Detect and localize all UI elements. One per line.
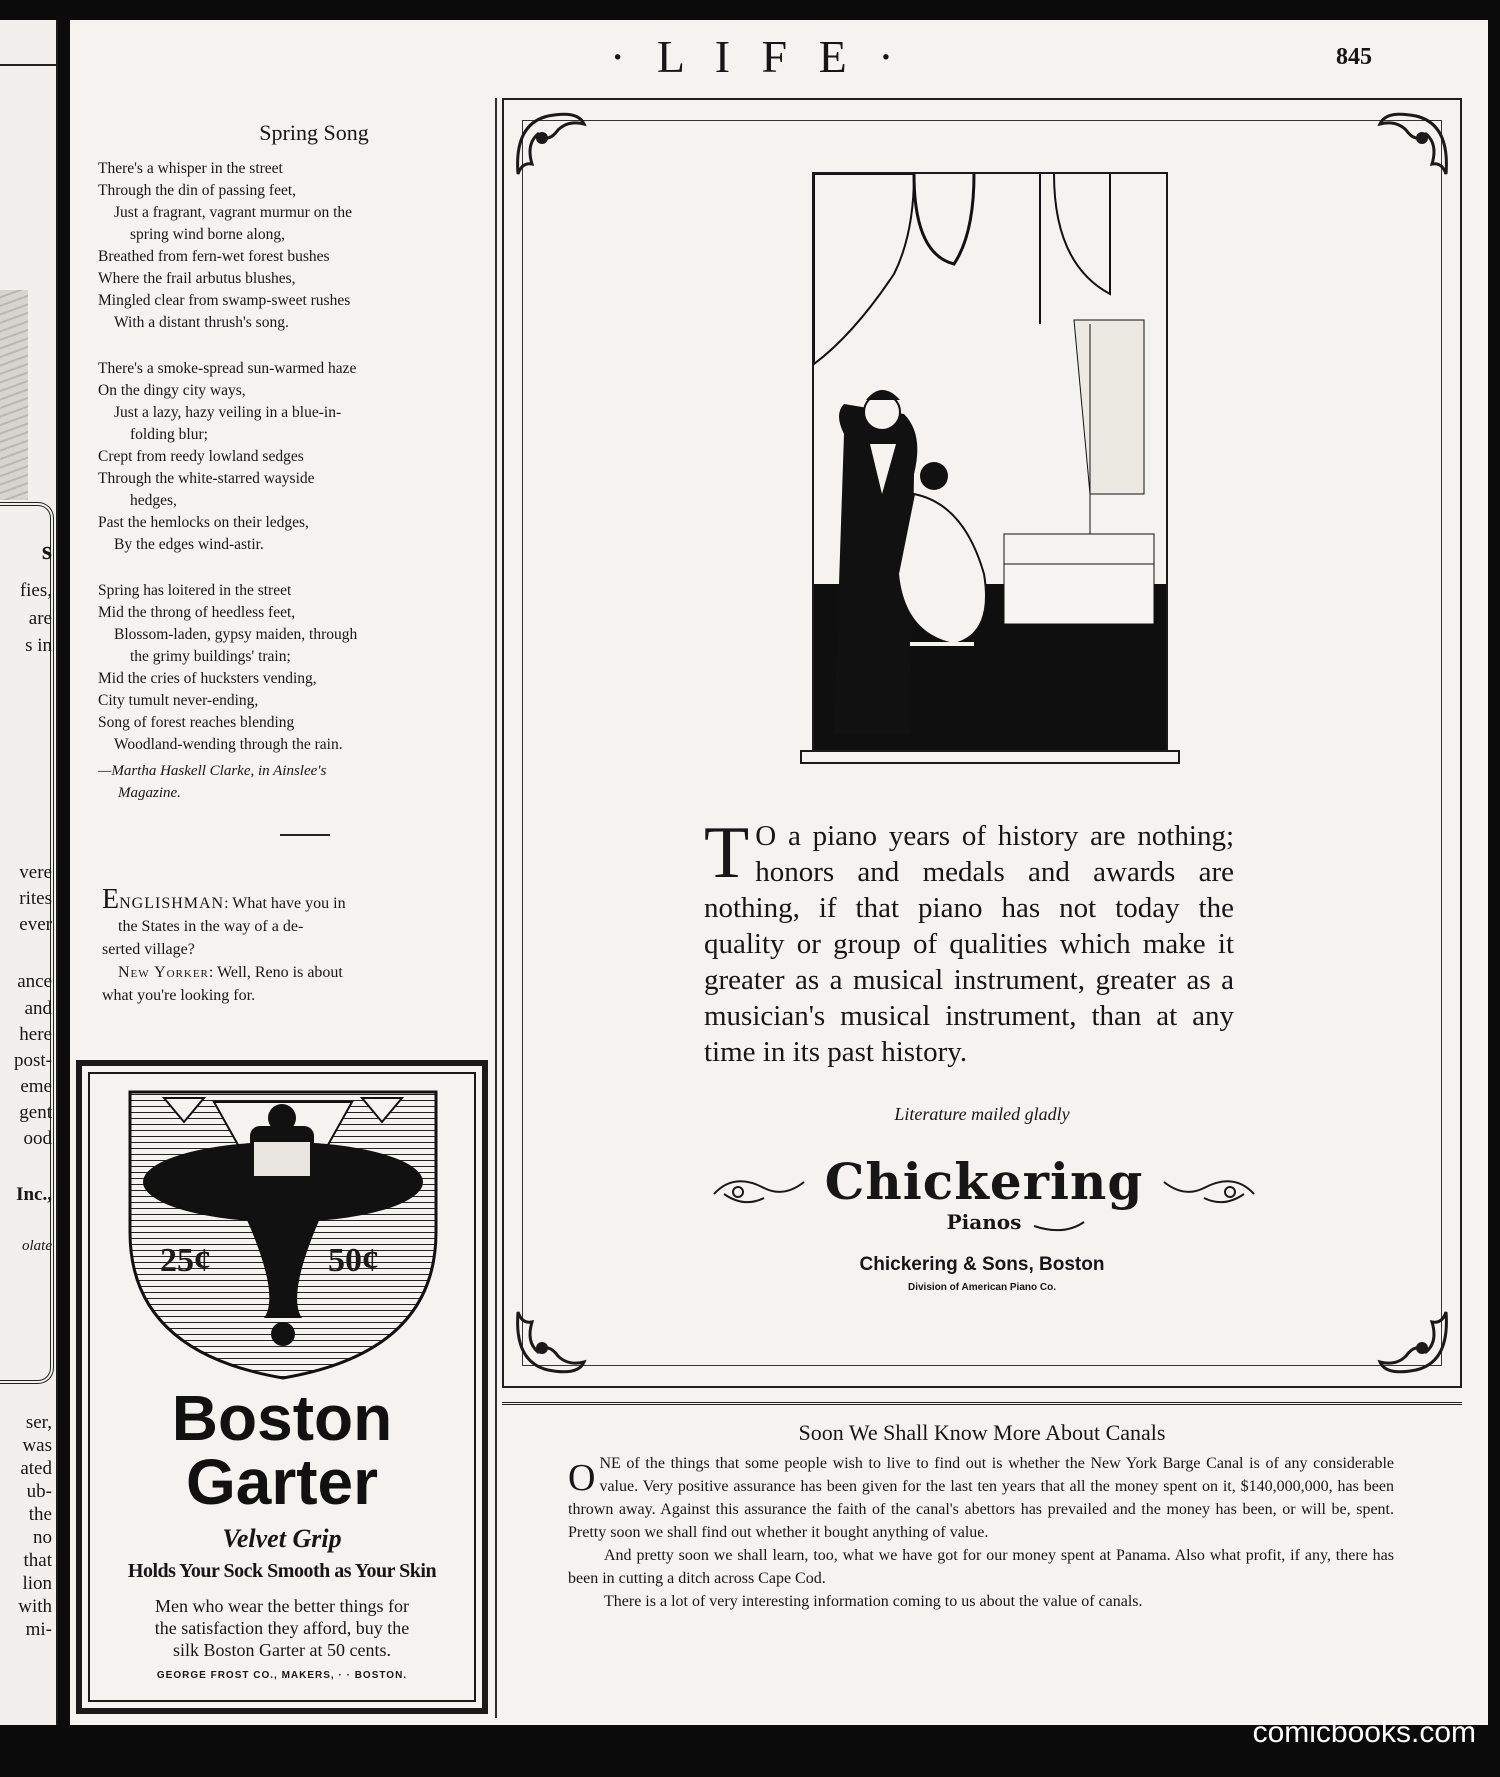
article-paragraph: NE of the things that some people wish to live to find out is whether the New York Barge Canal is of any considerable value. Very positive assurance has been given for the last ten years that all the money spent on it, $140,000,000, has been thrown away. Against this assurance the faith of the canal's abettors has prevailed and the money has been, or will be, spent. Pretty soon we shall find out whether it bought anything of value.	[568, 1455, 1394, 1541]
poem	[98, 120, 470, 836]
previous-page-text-fragment: with	[18, 1596, 52, 1617]
previous-page-text-fragment: here	[19, 1024, 52, 1045]
ornament-corner-icon	[1370, 104, 1456, 190]
ornament-corner-icon	[508, 104, 594, 190]
drop-cap: O	[568, 1457, 596, 1499]
attribution-line: —Martha Haskell Clarke, in Ainslee's	[98, 763, 327, 779]
drop-cap: T	[704, 812, 750, 894]
poem-line: There's a smoke-spread sun-warmed haze	[98, 360, 357, 377]
drop-cap: E	[102, 884, 120, 915]
previous-page-text-fragment: are	[28, 608, 52, 629]
magazine-page	[70, 20, 1488, 1725]
previous-page-text-fragment: post-	[14, 1050, 52, 1071]
previous-page-text-fragment: no	[33, 1527, 52, 1548]
piano-illustration	[812, 172, 1168, 752]
previous-page-text-fragment: s in	[25, 635, 52, 656]
previous-page-text-fragment: that	[23, 1550, 52, 1571]
piano-scene-image	[814, 174, 1166, 750]
poem-line: Just a fragrant, vagrant murmur on the	[114, 204, 353, 221]
previous-page-text-fragment: s	[41, 536, 52, 565]
poem-line: Through the din of passing feet,	[98, 182, 297, 199]
poem-line: Crept from reedy lowland sedges	[98, 448, 304, 465]
poem-line: With a distant thrush's song.	[114, 314, 289, 331]
poem-line: spring wind borne along,	[130, 226, 285, 243]
previous-page-text-fragment: eme	[20, 1076, 52, 1097]
poem-line: Song of forest reaches blending	[98, 714, 295, 731]
previous-page-text-fragment: olate	[22, 1238, 52, 1254]
poem-stanzas	[98, 158, 470, 756]
article-body	[568, 1452, 1394, 1613]
ornament-corner-icon	[508, 1296, 594, 1382]
section-rule	[280, 834, 330, 836]
joke	[102, 884, 470, 1007]
boston-garter-ad	[76, 1060, 488, 1714]
ad-copy-text: O a piano years of history are nothing; honors and medals and awards are nothing, if that piano has not today the quality or group of qualities which make it greater as a musical instrument, greater as a musician's musical instrument, than at any time in its past history.	[704, 820, 1234, 1068]
price-left: 25¢	[160, 1242, 211, 1279]
previous-page-edge	[0, 20, 58, 1725]
ad-body-line: Men who wear the better things for	[155, 1596, 409, 1616]
company-name: Chickering & Sons, Boston	[859, 1254, 1105, 1275]
masthead: · L I F E ·	[610, 31, 904, 82]
poem-line: By the edges wind-astir.	[114, 536, 264, 553]
previous-page-text-fragment: and	[24, 998, 52, 1019]
poem-line: Mid the cries of hucksters vending,	[98, 670, 317, 687]
logo-subtitle: Pianos	[946, 1210, 1022, 1234]
window-sill	[800, 750, 1180, 764]
poem-line: Through the white-starred wayside	[98, 470, 315, 487]
poem-line: Spring has loitered in the street	[98, 582, 292, 599]
article-paragraph: And pretty soon we shall learn, too, what we have got for our money spent at Panama. Also what profit, if any, there has been in cutting a ditch across Cape Cod.	[568, 1547, 1394, 1587]
ad-copy	[704, 812, 1234, 1070]
literature-note: Literature mailed gladly	[894, 1104, 1070, 1124]
joke-line: what you're looking for.	[102, 987, 256, 1004]
poem-title: Spring Song	[259, 120, 369, 145]
script-trademark: Velvet Grip	[222, 1524, 342, 1553]
article-rule	[502, 1402, 1462, 1405]
brand-line: Garter	[185, 1446, 379, 1518]
ad-tagline: Holds Your Sock Smooth as Your Skin	[127, 1560, 437, 1582]
previous-page-text-fragment: ood	[23, 1128, 52, 1149]
poem-line: Mingled clear from swamp-sweet rushes	[98, 292, 351, 309]
speaker: NGLISHMAN	[119, 895, 225, 912]
poem-line: Where the frail arbutus blushes,	[98, 270, 296, 287]
poem-stanza	[98, 358, 470, 556]
article-title: Soon We Shall Know More About Canals	[798, 1420, 1166, 1445]
poem-line: Blossom-laden, gypsy maiden, through	[114, 626, 358, 643]
poem-line: Just a lazy, hazy veiling in a blue-in-	[114, 404, 342, 421]
logo-wordmark: Chickering	[824, 1152, 1144, 1211]
poem-line: Breathed from fern-wet forest bushes	[98, 248, 330, 265]
poem-line: City tumult never-ending,	[98, 692, 259, 709]
previous-page-text-fragment: gent	[19, 1102, 52, 1123]
previous-page-text-fragment: fies,	[19, 580, 52, 601]
watermark: comicbooks.com	[1252, 1716, 1476, 1749]
previous-page-text-fragment: Inc.,	[16, 1184, 52, 1205]
previous-page-illustration	[0, 290, 28, 500]
previous-page-text-fragment: ated	[20, 1458, 52, 1479]
poem-line: hedges,	[130, 492, 177, 509]
joke-line: : What have you in	[224, 895, 346, 912]
previous-page-text-fragment: ser,	[25, 1412, 52, 1433]
previous-page-text-fragment: rites	[19, 888, 52, 909]
garter-shield-illustration	[124, 1082, 442, 1382]
price-right: 50¢	[328, 1242, 379, 1279]
company-division: Division of American Piano Co.	[908, 1282, 1056, 1293]
previous-page-rule	[0, 64, 56, 66]
joke-line: serted village?	[102, 941, 195, 958]
previous-page-text-fragment: ance	[17, 971, 52, 992]
speaker: New Yorker	[118, 964, 209, 981]
joke-line: the States in the way of a de-	[118, 918, 304, 935]
poem-attribution	[98, 760, 470, 804]
column-divider	[495, 98, 497, 1718]
previous-page-text-fragment: was	[22, 1435, 52, 1456]
poem-line: folding blur;	[130, 426, 208, 443]
previous-page-text-fragment: mi-	[25, 1619, 52, 1640]
attribution-line: Magazine.	[118, 785, 181, 801]
poem-line: Woodland-wending through the rain.	[114, 736, 343, 753]
page-number: 845	[1336, 44, 1372, 70]
chickering-logo	[704, 1142, 1264, 1242]
poem-line: On the dingy city ways,	[98, 382, 246, 399]
chickering-ad	[502, 98, 1462, 1388]
poem-stanza	[98, 580, 470, 756]
previous-page-text-fragment: vere	[19, 862, 52, 883]
poem-line: Mid the throng of heedless feet,	[98, 604, 296, 621]
previous-page-text-fragment: ever	[19, 914, 52, 935]
ad-body-line: silk Boston Garter at 50 cents.	[173, 1640, 391, 1660]
poem-stanza	[98, 158, 470, 334]
ornament-corner-icon	[1370, 1296, 1456, 1382]
ad-body-line: the satisfaction they afford, buy the	[154, 1618, 410, 1638]
previous-page-text-fragment: ub-	[26, 1481, 52, 1502]
poem-line: Past the hemlocks on their ledges,	[98, 514, 309, 531]
article-paragraph: There is a lot of very interesting information coming to us about the value of canals.	[604, 1593, 1143, 1610]
poem-line: There's a whisper in the street	[98, 160, 283, 177]
brand-line: Boston	[171, 1382, 393, 1454]
joke-line: : Well, Reno is about	[208, 964, 343, 981]
poem-line: the grimy buildings' train;	[130, 648, 291, 665]
previous-page-text-fragment: lion	[22, 1573, 52, 1594]
previous-page-text-fragment: the	[28, 1504, 52, 1525]
ad-maker: GEORGE FROST CO., MAKERS, · · BOSTON.	[156, 1670, 408, 1681]
